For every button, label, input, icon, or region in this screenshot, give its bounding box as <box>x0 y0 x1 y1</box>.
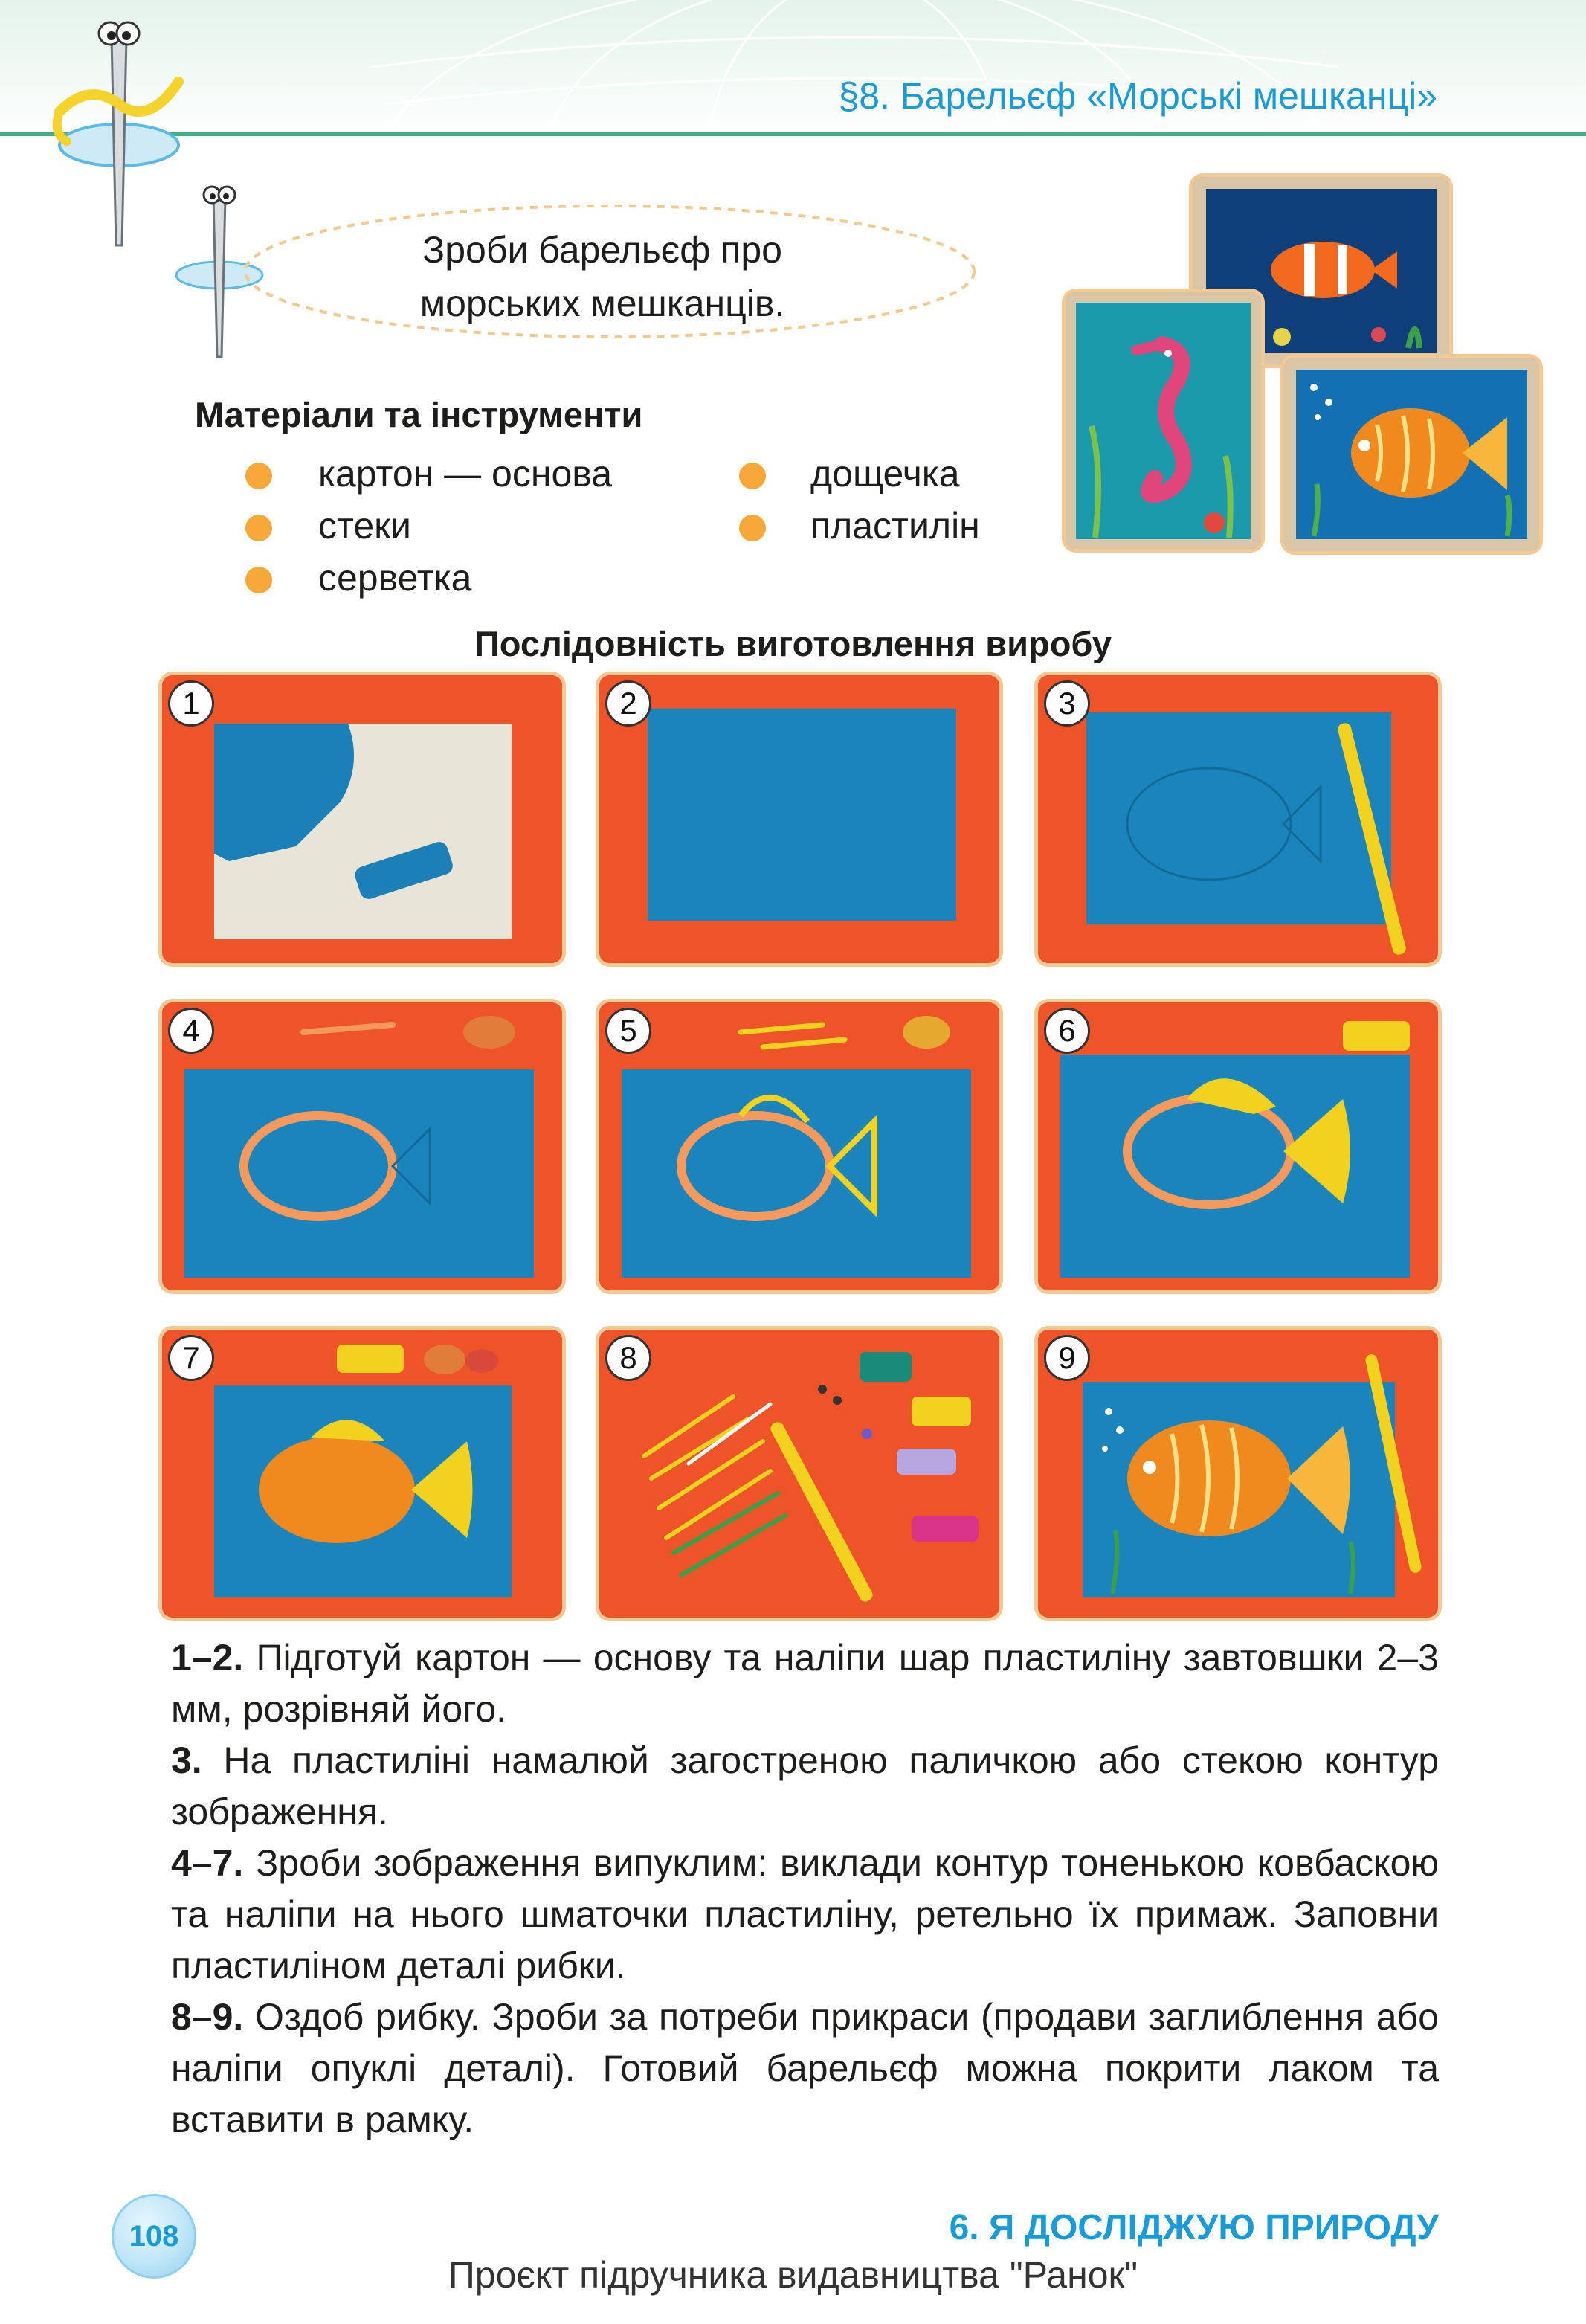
step-photo <box>162 675 562 963</box>
steps-title: Послідовність виготовлення виробу <box>474 624 1112 663</box>
step-number-badge: 4 <box>168 1008 214 1054</box>
instruction-text: На пластиліні намалюй загостреною паличкою або стекою контур зображення. <box>171 1739 1439 1832</box>
step-2-image <box>599 675 999 963</box>
seahorse-relief-image <box>1066 292 1261 549</box>
instruction-text: Підготуй картон — основу та наліпи шар пластиліну завтовшки 2–3 мм, розрівняй його. <box>171 1637 1439 1730</box>
speech-line-1: Зроби барельєф про <box>422 229 782 271</box>
page-number: 108 <box>112 2194 196 2279</box>
step-number-badge: 2 <box>605 680 651 727</box>
material-item: пластилін <box>810 505 980 547</box>
material-item: дощечка <box>810 453 960 495</box>
step-number-badge: 7 <box>168 1335 214 1381</box>
instruction-number: 4–7. <box>171 1842 244 1884</box>
step-photo <box>599 1002 999 1290</box>
step-photo <box>599 675 999 963</box>
section-title: §8. Барельєф «Морські мешканці» <box>838 75 1437 117</box>
bullet-icon <box>739 463 766 489</box>
speech-bubble-text <box>327 223 877 330</box>
instruction-number: 1–2. <box>171 1637 244 1678</box>
step-photo <box>599 1330 999 1618</box>
step-3-image <box>1038 675 1438 963</box>
publisher-note: Проєкт підручника видавництва "Ранок" <box>448 2254 1138 2296</box>
step-1-image <box>162 675 562 963</box>
step-8-image <box>599 1330 999 1618</box>
step-4-image <box>162 1002 562 1290</box>
step-number-badge: 8 <box>605 1335 651 1381</box>
chapter-title: 6. Я ДОСЛІДЖУЮ ПРИРОДУ <box>949 2208 1439 2247</box>
example-photo-seahorse <box>1066 292 1261 549</box>
step-9-image <box>1038 1330 1438 1618</box>
bullet-icon <box>739 515 766 541</box>
example-photo-goldfish <box>1284 358 1539 551</box>
goldfish-relief-image <box>1284 358 1539 551</box>
step-photo <box>1038 1330 1438 1618</box>
instruction-number: 3. <box>171 1739 202 1781</box>
material-item: серветка <box>318 557 472 599</box>
instruction-number: 8–9. <box>171 1996 244 2038</box>
bullet-icon <box>245 463 272 489</box>
instruction-text: Зроби зображення випуклим: виклади контур тоненькою ковбаскою та наліпи на нього шматочки пластиліну, ретельно їх примаж. Заповни пластиліном деталі рибки. <box>171 1842 1439 1986</box>
material-item: стеки <box>318 505 411 547</box>
instruction-item <box>171 1735 1439 1838</box>
material-item: картон — основа <box>318 453 613 495</box>
step-number-badge: 3 <box>1044 680 1090 727</box>
step-photo <box>1038 675 1438 963</box>
step-5-image <box>599 1002 999 1290</box>
step-6-image <box>1038 1002 1438 1290</box>
step-number-badge: 5 <box>605 1008 651 1054</box>
bullet-icon <box>245 567 272 593</box>
instruction-item <box>171 1992 1439 2146</box>
step-7-image <box>162 1330 562 1618</box>
bullet-icon <box>245 515 272 541</box>
step-number-badge: 6 <box>1044 1008 1090 1054</box>
step-number-badge: 1 <box>168 680 214 727</box>
step-photo <box>162 1330 562 1618</box>
instruction-item <box>171 1632 1439 1735</box>
header-rule <box>0 132 1586 136</box>
step-photo <box>1038 1002 1438 1290</box>
step-number-badge: 9 <box>1044 1335 1090 1381</box>
step-photo <box>162 1002 562 1290</box>
instruction-text: Оздоб рибку. Зроби за потреби прикраси (продави заглиблення або наліпи опуклі деталі). Готовий барельєф можна покрити лаком та вставити в рамку. <box>171 1996 1439 2140</box>
speech-line-2: морських мешканців. <box>419 283 785 324</box>
materials-title: Матеріали та інструменти <box>195 395 643 434</box>
instruction-item <box>171 1838 1439 1992</box>
